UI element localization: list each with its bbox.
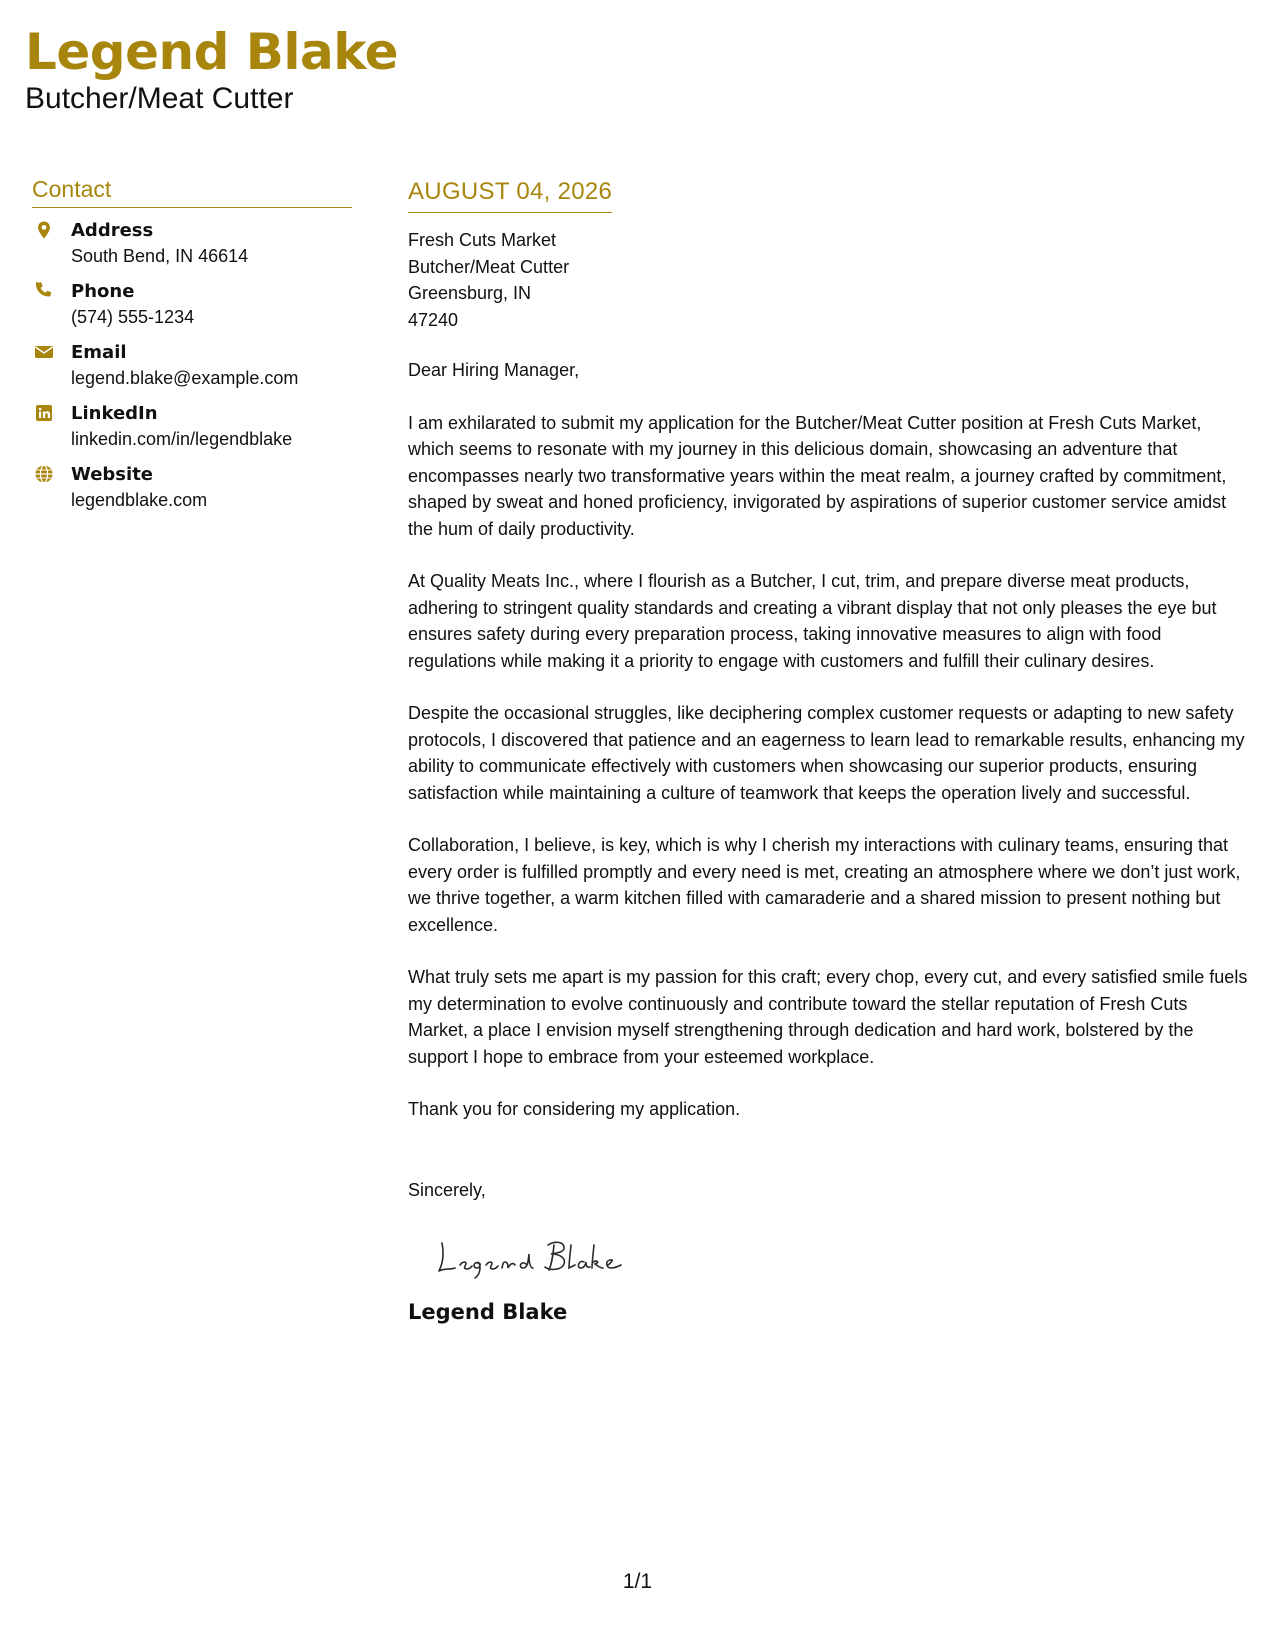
contact-label: Email [71, 342, 127, 363]
linkedin-value[interactable]: linkedin.com/in/legendblake [71, 429, 293, 449]
contact-label: Address [71, 220, 154, 241]
contact-item-website [32, 462, 352, 512]
envelope-icon [34, 342, 54, 362]
contact-item-email [32, 340, 352, 390]
letter-paragraph: Despite the occasional struggles, like deciphering complex customer requests or adapting to new safety protocols, I discovered that patience and an eagerness to learn lead to remarkable results, enhancing my ability to communicate effectively with customers when showcasing our superior products, ensuring satisfaction while maintaining a culture of teamwork that keeps the operation lively and successful. [408, 703, 1245, 803]
applicant-name: Legend Blake [25, 23, 399, 81]
letter-paragraph: At Quality Meats Inc., where I flourish as a Butcher, I cut, trim, and prepare diverse meat products, adhering to stringent quality standards and creating a vibrant display that not only pleases the eye but ensures safety during every preparation process, taking innovative measures to align with food regulations while making it a priority to engage with customers and fulfill their culinary desires. [408, 571, 1217, 671]
page-number: 1/1 [622, 1570, 653, 1593]
signature-image [436, 1231, 646, 1281]
website-value[interactable]: legendblake.com [71, 490, 208, 510]
letter-body [408, 178, 1248, 1324]
applicant-job-title: Butcher/Meat Cutter [25, 82, 294, 115]
sign-off: Sincerely, [408, 1179, 486, 1200]
contact-label: Phone [71, 281, 135, 302]
address-value: South Bend, IN 46614 [71, 246, 249, 266]
contact-label: LinkedIn [71, 403, 158, 424]
email-value[interactable]: legend.blake@example.com [71, 368, 299, 388]
linkedin-icon [34, 403, 54, 423]
contact-item-linkedin [32, 401, 352, 451]
contact-heading: Contact [32, 176, 352, 208]
phone-value: (574) 555-1234 [71, 307, 195, 327]
recipient-city: Greensburg, IN [408, 283, 532, 303]
contact-item-phone [32, 279, 352, 329]
recipient-company: Fresh Cuts Market [408, 230, 557, 250]
salutation: Dear Hiring Manager, [408, 360, 580, 380]
letter-paragraph: What truly sets me apart is my passion for this craft; every chop, every cut, and every satisfied smile fuels my determination to evolve continuously and contribute toward the stellar reputation of Fresh Cuts Market, a place I envision myself strengthening through dedication and hard work, bolstered by the support I hope to embrace from your esteemed workplace. [408, 967, 1248, 1067]
letter-paragraph: Collaboration, I believe, is key, which is why I cherish my interactions with culinary teams, ensuring that every order is fulfilled promptly and every need is met, creating an atmosphere where we don’t just work, we thrive together, a warm kitchen filled with camaraderie and a shared mission to present nothing but excellence. [408, 835, 1241, 935]
contact-item-address [32, 218, 352, 268]
letter-paragraph: I am exhilarated to submit my application for the Butcher/Meat Cutter position at Fresh Cuts Market, which seems to resonate with my journey in this delicious domain, showcasing an adventure that encompasses nearly two transformative years within the meat realm, a journey crafted by commitment, shaped by sweat and honed proficiency, invigorated by aspirations of superior customer service amidst the hum of daily productivity. [408, 412, 1227, 539]
globe-icon [34, 464, 54, 484]
contact-list [32, 218, 352, 512]
phone-icon [34, 281, 54, 301]
signer-name: Legend Blake [408, 1300, 568, 1324]
recipient-block [408, 227, 1248, 333]
recipient-zip: 47240 [408, 309, 459, 330]
recipient-position: Butcher/Meat Cutter [408, 256, 570, 277]
letter-date: AUGUST 04, 2026 [408, 178, 612, 213]
map-pin-icon [34, 220, 54, 240]
contact-label: Website [71, 464, 154, 485]
header [25, 24, 398, 116]
closing-line: Thank you for considering my application. [408, 1099, 741, 1119]
sidebar [32, 176, 352, 523]
